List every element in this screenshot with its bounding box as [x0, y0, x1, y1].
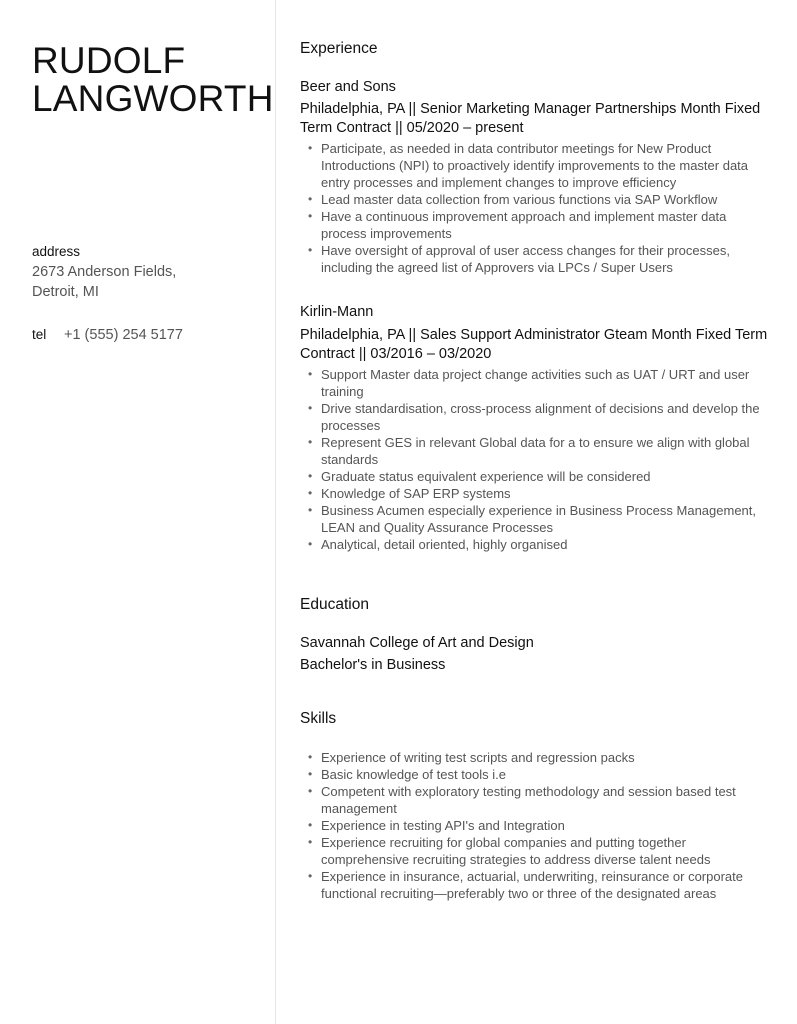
address-label: address — [32, 244, 81, 259]
list-item: • Analytical, detail oriented, highly organised — [321, 536, 770, 553]
education-degree: Bachelor's in Business — [300, 657, 446, 673]
list-item: • Participate, as needed in data contributor meetings for New Product Introductions (NPI) to proactively identify improvements to the master data entry processes and implement changes to improve efficiency — [321, 140, 770, 191]
list-item: • Experience in insurance, actuarial, underwriting, reinsurance or corporate functional recruiting—preferably two or three of the designated areas — [321, 868, 770, 902]
skills-title: Skills — [300, 710, 337, 727]
list-item: • Support Master data project change activities such as UAT / URT and user training — [321, 366, 770, 400]
list-item: • Have oversight of approval of user access changes for their processes, including the agreed list of Approvers via LPCs / Super Users — [321, 242, 770, 276]
tel-label: tel — [32, 327, 47, 342]
first-name: RUDOLF — [32, 40, 186, 81]
job-role-line-2: Term Contract || 05/2020 – present — [300, 120, 524, 136]
job-company: Beer and Sons — [300, 79, 396, 95]
job-bullets — [300, 366, 770, 553]
job-entry — [300, 303, 770, 553]
main-content — [300, 40, 770, 902]
job-role-line-2: Contract || 03/2016 – 03/2020 — [300, 346, 492, 362]
job-bullets — [300, 140, 770, 276]
last-name: LANGWORTH — [32, 78, 274, 119]
list-item: • Lead master data collection from various functions via SAP Workflow — [321, 191, 770, 208]
list-item: • Business Acumen especially experience in Business Process Management, LEAN and Quality Assurance Processes — [321, 502, 770, 536]
list-item: • Experience recruiting for global companies and putting together comprehensive recruiting strategies to address diverse talent needs — [321, 834, 770, 868]
job-role-line-1: Philadelphia, PA || Sales Support Administrator Gteam Month Fixed Term — [300, 327, 768, 343]
job-entry — [300, 78, 770, 276]
list-item: • Experience of writing test scripts and regression packs — [321, 749, 770, 766]
list-item: • Drive standardisation, cross-process alignment of decisions and develop the processes — [321, 400, 770, 434]
address-line-1: 2673 Anderson Fields, — [32, 264, 177, 280]
tel-value: +1 (555) 254 5177 — [64, 327, 183, 343]
skills-list — [300, 749, 770, 902]
list-item: • Competent with exploratory testing methodology and session based test management — [321, 783, 770, 817]
list-item: • Basic knowledge of test tools i.e — [321, 766, 770, 783]
list-item: • Experience in testing API's and Integration — [321, 817, 770, 834]
education-title: Education — [300, 596, 369, 613]
job-company: Kirlin-Mann — [300, 304, 374, 320]
list-item: • Represent GES in relevant Global data for a to ensure we align with global standards — [321, 434, 770, 468]
address-line-2: Detroit, MI — [32, 284, 99, 300]
sidebar — [0, 0, 276, 1024]
tel-block — [32, 325, 183, 345]
education-school: Savannah College of Art and Design — [300, 635, 534, 651]
address-block — [32, 244, 176, 302]
list-item: • Graduate status equivalent experience will be considered — [321, 468, 770, 485]
list-item: • Knowledge of SAP ERP systems — [321, 485, 770, 502]
list-item: • Have a continuous improvement approach and implement master data process improvements — [321, 208, 770, 242]
experience-title: Experience — [300, 40, 378, 57]
job-role-line-1: Philadelphia, PA || Senior Marketing Manager Partnerships Month Fixed — [300, 101, 761, 117]
candidate-name — [32, 42, 274, 118]
